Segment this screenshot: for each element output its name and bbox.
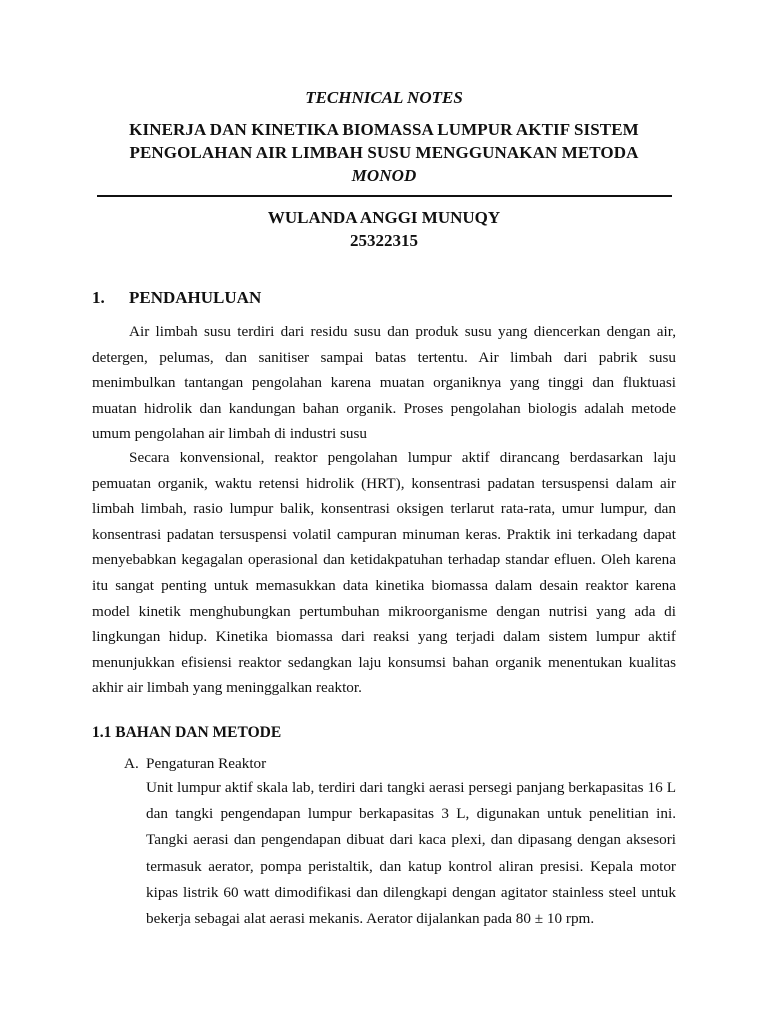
author-name: WULANDA ANGGI MUNUQY xyxy=(267,208,501,227)
title-line-1: KINERJA DAN KINETIKA BIOMASSA LUMPUR AKTIF SISTEM xyxy=(129,120,639,139)
section-number: 1. xyxy=(92,288,105,307)
paragraph-2-text: Secara konvensional, reaktor pengolahan lumpur aktif dirancang berdasarkan laju pemuatan organik, waktu retensi hidrolik (HRT), konsentrasi padatan tersuspensi dalam air limbah limbah, rasio lumpur balik, konsentrasi oksigen terlarut rata-rata, umur lumpur, dan konsentrasi padatan tersuspensi volatil campuran minuman keras. Praktik ini terkadang dapat menyebabkan kegagalan operasional dan ketidakpatuhan terhadap standar efluen. Oleh karena itu sangat penting untuk memasukkan data kinetika biomassa dalam desain reaktor karena model kinetik menghubungkan pertumbuhan mikroorganisme dengan nutrisi yang ada di lingkungan hidup. Kinetika biomassa dari reaksi yang terjadi dalam sistem lumpur aktif menunjukkan efisiensi reaktor sedangkan laju konsumsi bahan organik menentukan kualitas akhir air limbah yang meninggalkan reaktor. xyxy=(92,449,676,697)
list-item-body-text: Unit lumpur aktif skala lab, terdiri dari tangki aerasi persegi panjang berkapasitas 16 L dan tangki pengendapan lumpur berkapasitas 3 L, digunakan untuk penelitian ini. Tangki aerasi dan pengendapan dibuat dari kaca plexi, dan dipasang dengan aksesori termasuk aerator, pompa peristaltik, dan katup kontrol aliran presisi. Kepala motor kipas listrik 60 watt dimodifikasi dan dilengkapi dengan agitator stainless steel untuk bekerja sebagai alat aerasi mekanis. Aerator dijalankan pada 80 ± 10 rpm. xyxy=(146,779,676,928)
author-block xyxy=(0,206,768,252)
section-title: PENDAHULUAN xyxy=(129,288,262,307)
paragraph-2 xyxy=(92,445,676,701)
title-divider xyxy=(97,195,672,197)
paragraph-1-text: Air limbah susu terdiri dari residu susu dan produk susu yang diencerkan dengan air, detergen, pelumas, dan sanitiser sampai batas tertentu. Air limbah dari pabrik susu menimbulkan tantangan pengolahan karena muatan organiknya yang tinggi dan fluktuasi muatan hidrolik dan kandungan bahan organik. Proses pengolahan biologis adalah metode umum pengolahan air limbah di industri susu xyxy=(92,323,676,443)
notes-label: TECHNICAL NOTES xyxy=(305,88,463,107)
list-item-body xyxy=(146,775,676,932)
list-marker: A. xyxy=(124,755,139,772)
list-item-title: Pengaturan Reaktor xyxy=(146,755,267,772)
paragraph-1 xyxy=(92,319,676,447)
title-line-2: PENGOLAHAN AIR LIMBAH SUSU MENGGUNAKAN METODA xyxy=(129,143,639,162)
document-title xyxy=(96,118,672,187)
author-id: 25322315 xyxy=(350,231,418,250)
title-line-3: MONOD xyxy=(351,166,417,185)
section-heading xyxy=(92,287,261,309)
list-item-a xyxy=(124,753,266,775)
subsection-heading: 1.1 BAHAN DAN METODE xyxy=(92,724,282,741)
